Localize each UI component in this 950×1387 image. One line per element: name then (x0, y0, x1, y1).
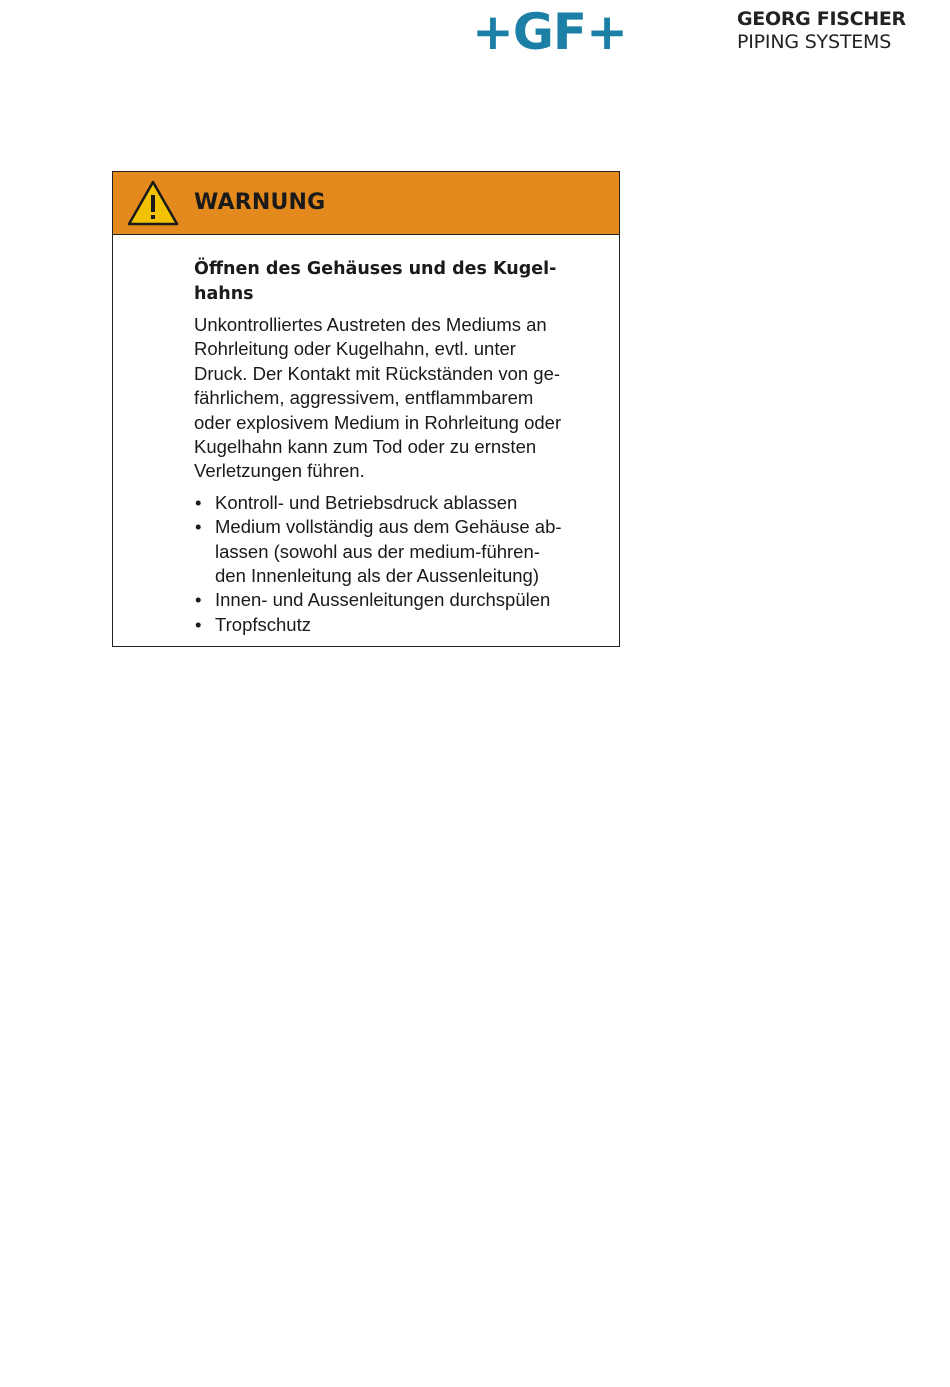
action-text: Tropfschutz (215, 613, 311, 635)
warning-heading-line: hahns (194, 283, 254, 304)
warning-title: WARNUNG (194, 190, 326, 215)
description-line: Druck. Der Kontakt mit Rückständen von ge- (194, 362, 561, 384)
warning-description (194, 313, 614, 484)
description-line: Unkontrolliertes Austreten des Mediums an (194, 314, 547, 335)
description-line: oder explosivem Medium in Rohrleitung oder (194, 411, 562, 433)
gf-logo: +GF+ (472, 3, 627, 61)
warning-heading-line: Öffnen des Gehäuses und des Kugel- (194, 259, 557, 279)
action-text: lassen (sowohl aus der medium-führen- (215, 540, 540, 562)
action-text: den Innenleitung als der Aussenleitung) (215, 565, 539, 587)
action-list-item (194, 613, 614, 637)
warning-triangle-icon (127, 180, 179, 226)
description-line: Verletzungen führen. (194, 460, 365, 482)
description-line: Rohrleitung oder Kugelhahn, evtl. unter (194, 338, 516, 360)
bullet-icon: • (195, 589, 202, 611)
action-list (194, 491, 614, 637)
bullet-icon: • (195, 516, 202, 538)
brand-name-line1: GEORG FISCHER (737, 8, 906, 30)
brand-name (737, 8, 906, 54)
warning-box (112, 171, 620, 647)
action-list-item (194, 491, 614, 515)
warning-heading (194, 257, 614, 306)
warning-body (194, 257, 614, 637)
action-text: Medium vollständig aus dem Gehäuse ab- (215, 516, 562, 538)
brand-name-line2: PIPING SYSTEMS (737, 31, 892, 53)
action-text: Innen- und Aussenleitungen durchspülen (215, 589, 551, 611)
action-list-item (194, 515, 614, 588)
warning-header (113, 172, 619, 235)
bullet-icon: • (195, 613, 202, 635)
description-line: Kugelhahn kann zum Tod oder zu ernsten (194, 436, 537, 458)
description-line: fährlichem, aggressivem, entflammbarem (194, 387, 534, 409)
action-text: Kontroll- und Betriebsdruck ablassen (215, 491, 518, 513)
action-list-item (194, 588, 614, 612)
bullet-icon: • (195, 491, 202, 513)
